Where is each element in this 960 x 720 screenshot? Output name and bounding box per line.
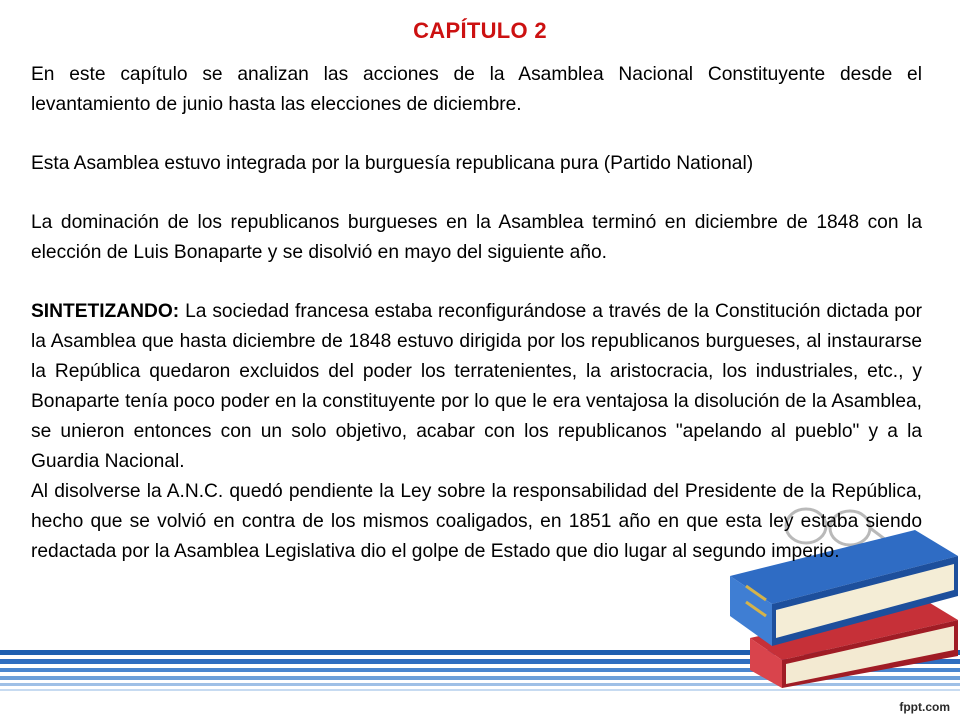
paragraph-domination: La dominación de los republicanos burgueses en la Asamblea terminó en diciembre de 1848 con la elección de Luis Bonaparte y se disolvió en mayo del siguiente año. <box>31 212 922 263</box>
paragraph-summary <box>31 297 922 477</box>
footer-brand[interactable]: fppt.com <box>899 700 950 714</box>
slide-title: CAPÍTULO 2 <box>413 18 547 43</box>
summary-label: SINTETIZANDO: <box>31 301 180 322</box>
summary-text: La sociedad francesa estaba reconfigurándose a través de la Constitución dictada por la Asamblea que hasta diciembre de 1848 estuvo dirigida por los republicanos burgueses, al instaurarse la República quedaron excluidos del poder los terratenientes, la aristocracia, los industriales, etc., y Bonaparte tenía poco poder en la constituyente por lo que le era ventajosa la disolución de la Asamblea, se unieron entonces con un solo objetivo, acabar con los republicanos "apelando al pueblo" y a la Guardia Nacional. <box>31 301 922 472</box>
paragraph-composition: Esta Asamblea estuvo integrada por la burguesía republicana pura (Partido National) <box>31 153 754 174</box>
slide-body <box>31 60 922 567</box>
paragraph-intro: En este capítulo se analizan las acciones de la Asamblea Nacional Constituyente desde el levantamiento de junio hasta las elecciones de diciembre. <box>31 64 922 115</box>
paragraph-conclusion: Al disolverse la A.N.C. quedó pendiente la Ley sobre la responsabilidad del Presidente de la República, hecho que se volvió en contra de los mismos coaligados, en 1851 año en que esta ley estaba siendo redactada por la Asamblea Legislativa dio el golpe de Estado que dio lugar al segundo imperio. <box>31 481 922 562</box>
